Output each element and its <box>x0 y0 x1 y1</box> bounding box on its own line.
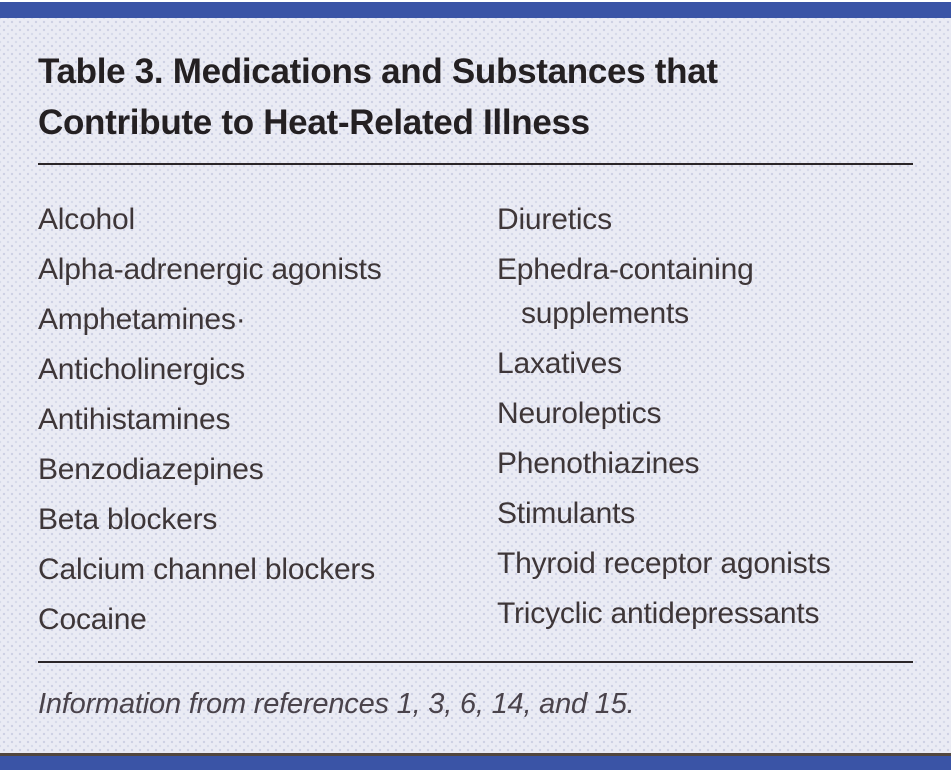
table-title: Table 3. Medications and Substances that Contribute to Heat-Related Illness <box>38 52 718 142</box>
table-footnote: Information from references 1, 3, 6, 14, and 15. <box>38 688 635 720</box>
list-item: Stimulants <box>497 497 636 530</box>
list-item: Calcium channel blockers <box>38 553 376 586</box>
list-item: Tricyclic antidepressants <box>497 597 820 630</box>
list-item: Ephedra-containing supplements <box>497 253 754 330</box>
list-item: Benzodiazepines <box>38 453 264 486</box>
list-item: Alpha-adrenergic agonists <box>38 253 382 286</box>
list-item: Anticholinergics <box>38 353 245 386</box>
list-item: Diuretics <box>497 203 612 236</box>
list-item: Alcohol <box>38 203 135 236</box>
list-item: Phenothiazines <box>497 447 700 480</box>
list-item: Neuroleptics <box>497 397 662 430</box>
list-item: Beta blockers <box>38 503 218 536</box>
medication-list-right <box>497 198 909 642</box>
list-item: Cocaine <box>38 603 147 636</box>
list-item: Thyroid receptor agonists <box>497 547 831 580</box>
top-accent-bar <box>0 2 951 18</box>
footnote-divider-rule <box>38 661 913 663</box>
list-item: Antihistamines <box>38 403 231 436</box>
list-item: Amphetamines· <box>38 303 246 336</box>
list-item: Laxatives <box>497 347 622 380</box>
title-divider-rule <box>38 163 913 165</box>
bottom-accent-bar <box>0 756 951 770</box>
medication-list-left <box>38 198 483 648</box>
